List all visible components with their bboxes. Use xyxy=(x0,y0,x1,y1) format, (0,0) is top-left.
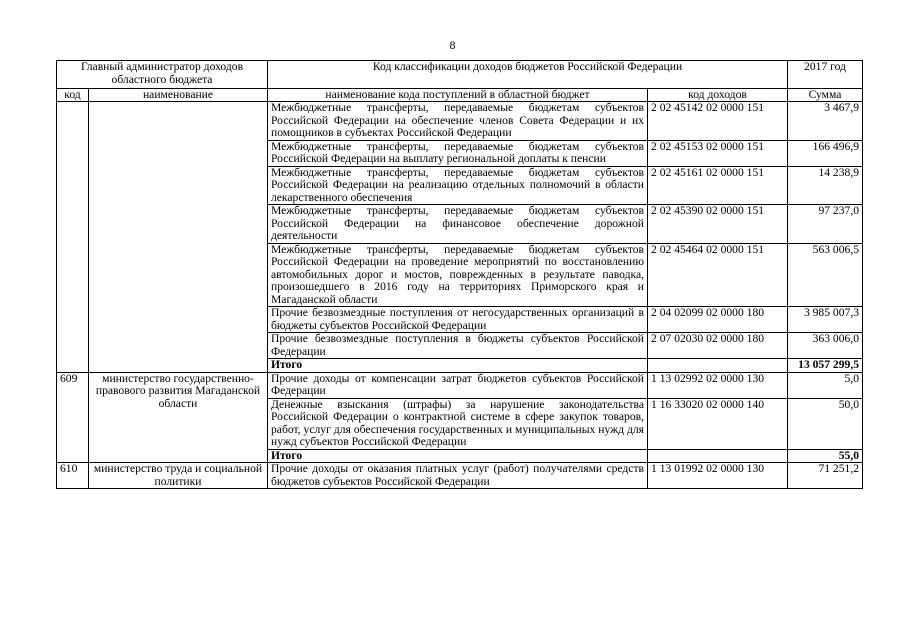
income-code: 1 13 02992 02 0000 130 xyxy=(648,372,788,398)
admin-code: 609 xyxy=(57,372,89,463)
header-classification-group: Код классификации доходов бюджетов Российской Федерации xyxy=(268,61,788,89)
income-name: Прочие доходы от оказания платных услуг (работ) получателями средств бюджетов субъектов Российской Федерации xyxy=(268,463,648,489)
income-name: Межбюджетные трансферты, передаваемые бюджетам субъектов Российской Федерации на финансовое обеспечение дорожной деятельности xyxy=(268,205,648,244)
total-amount: 13 057 299,5 xyxy=(788,359,863,373)
header-admin-group: Главный администратор доходов областного бюджета xyxy=(57,61,268,89)
table-row xyxy=(57,102,863,141)
header-year: 2017 год xyxy=(788,61,863,89)
income-name: Межбюджетные трансферты, передаваемые бюджетам субъектов Российской Федерации на обеспечение членов Совета Федерации и их помощников в субъектах Российской Федерации xyxy=(268,102,648,141)
total-label: Итого xyxy=(268,359,648,373)
admin-code: 610 xyxy=(57,463,89,489)
amount: 5,0 xyxy=(788,372,863,398)
header-col-income-code: код доходов xyxy=(648,89,788,102)
income-code: 2 04 02099 02 0000 180 xyxy=(648,307,788,333)
admin-name-cell xyxy=(89,102,268,373)
table-row xyxy=(57,463,863,489)
amount: 97 237,0 xyxy=(788,205,863,244)
income-code: 2 07 02030 02 0000 180 xyxy=(648,333,788,359)
admin-name: министерство труда и социальной политики xyxy=(89,463,268,489)
header-col-name: наименование xyxy=(89,89,268,102)
header-col-code: код xyxy=(57,89,89,102)
income-name: Межбюджетные трансферты, передаваемые бюджетам субъектов Российской Федерации на проведение мероприятий по восстановлению автомобильных дорог и мостов, поврежденных в результате паводка, произошедшего в 2016 году на территориях Приморского края и Магаданской области xyxy=(268,243,648,307)
admin-name: министерство государственно-правового развития Магаданской области xyxy=(89,372,268,463)
income-name: Прочие безвозмездные поступления от негосударственных организаций в бюджеты субъектов Российской Федерации xyxy=(268,307,648,333)
amount: 14 238,9 xyxy=(788,166,863,205)
income-code: 2 02 45153 02 0000 151 xyxy=(648,140,788,166)
income-name: Межбюджетные трансферты, передаваемые бюджетам субъектов Российской Федерации на реализацию отдельных полномочий в области лекарственного обеспечения xyxy=(268,166,648,205)
amount: 71 251,2 xyxy=(788,463,863,489)
income-code: 1 13 01992 02 0000 130 xyxy=(648,463,788,489)
table-row xyxy=(57,372,863,398)
header-row-main xyxy=(57,61,863,89)
income-name: Межбюджетные трансферты, передаваемые бюджетам субъектов Российской Федерации на выплату региональной доплаты к пенсии xyxy=(268,140,648,166)
income-name: Прочие безвозмездные поступления в бюджеты субъектов Российской Федерации xyxy=(268,333,648,359)
income-code: 2 02 45464 02 0000 151 xyxy=(648,243,788,307)
income-code: 1 16 33020 02 0000 140 xyxy=(648,398,788,449)
income-code: 2 02 45161 02 0000 151 xyxy=(648,166,788,205)
header-row-sub xyxy=(57,89,863,102)
income-name: Прочие доходы от компенсации затрат бюджетов субъектов Российской Федерации xyxy=(268,372,648,398)
amount: 3 985 007,3 xyxy=(788,307,863,333)
amount: 363 006,0 xyxy=(788,333,863,359)
header-col-amount: Сумма xyxy=(788,89,863,102)
revenue-table xyxy=(56,60,863,489)
amount: 50,0 xyxy=(788,398,863,449)
total-amount: 55,0 xyxy=(788,449,863,463)
income-code: 2 02 45390 02 0000 151 xyxy=(648,205,788,244)
income-code: 2 02 45142 02 0000 151 xyxy=(648,102,788,141)
admin-code-cell xyxy=(57,102,89,373)
total-empty-code xyxy=(648,449,788,463)
page-number: 8 xyxy=(449,38,456,52)
total-empty-code xyxy=(648,359,788,373)
amount: 563 006,5 xyxy=(788,243,863,307)
amount: 3 467,9 xyxy=(788,102,863,141)
amount: 166 496,9 xyxy=(788,140,863,166)
header-col-income-name: наименование кода поступлений в областной бюджет xyxy=(268,89,648,102)
total-label: Итого xyxy=(268,449,648,463)
income-name: Денежные взыскания (штрафы) за нарушение законодательства Российской Федерации о контрактной системе в сфере закупок товаров, работ, услуг для обеспечения государственных и муниципальных нужд для нужд субъектов Российской Федерации xyxy=(268,398,648,449)
